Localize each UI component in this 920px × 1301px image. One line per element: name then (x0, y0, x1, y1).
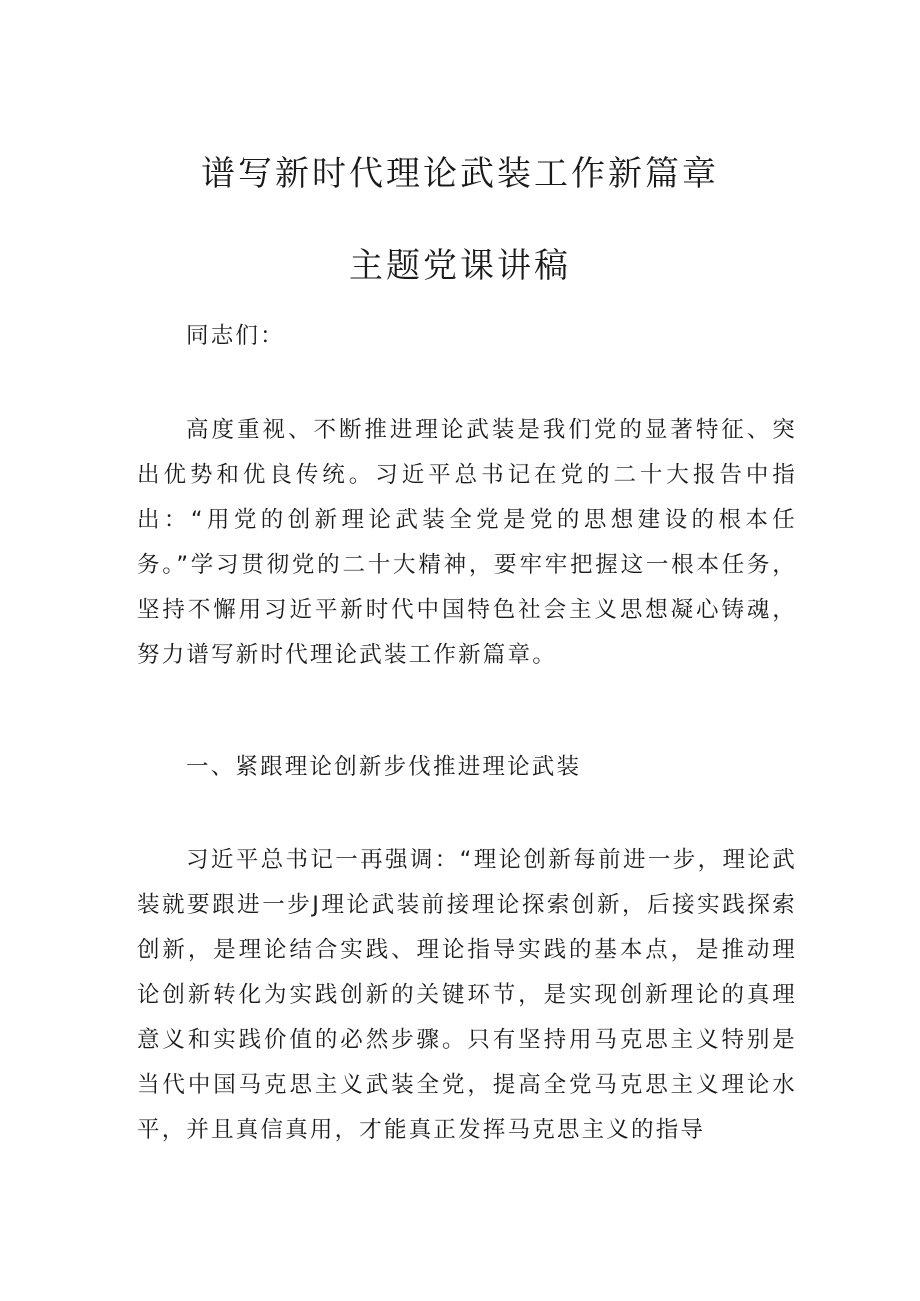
paragraph-intro: 高度重视、不断推进理论武装是我们党的显著特征、突出优势和优良传统。习近平总书记在党的二十大报告中指出：“用党的创新理论武装全党是党的思想建设的根本任务。”学习贯彻党的二十大精神，要牢牢把握这一根本任务，坚持不懈用习近平新时代中国特色社会主义思想凝心铸魂，努力谱写新时代理论武装工作新篇章。 (137, 417, 797, 668)
paragraph-section-1: 习近平总书记一再强调：“理论创新每前进一步，理论武装就要跟进一步J理论武装前接理论探索创新，后接实践探索创新，是理论结合实践、理论指导实践的基本点，是推动理论创新转化为实践创新的关键环节，是实现创新理论的真理意义和实践价值的必然步骤。只有坚持用马克思主义特别是当代中国马克思主义武装全党，提高全党马克思主义理论水平，并且真信真用，才能真正发挥马克思主义的指导 (137, 847, 797, 1143)
document-title: 谱写新时代理论武装工作新篇章 (201, 154, 719, 194)
document-subtitle: 主题党课讲稿 (349, 246, 571, 286)
section-heading-1: 一、紧跟理论创新步伐推进理论武装 (186, 754, 582, 780)
greeting: 同志们： (186, 323, 285, 349)
